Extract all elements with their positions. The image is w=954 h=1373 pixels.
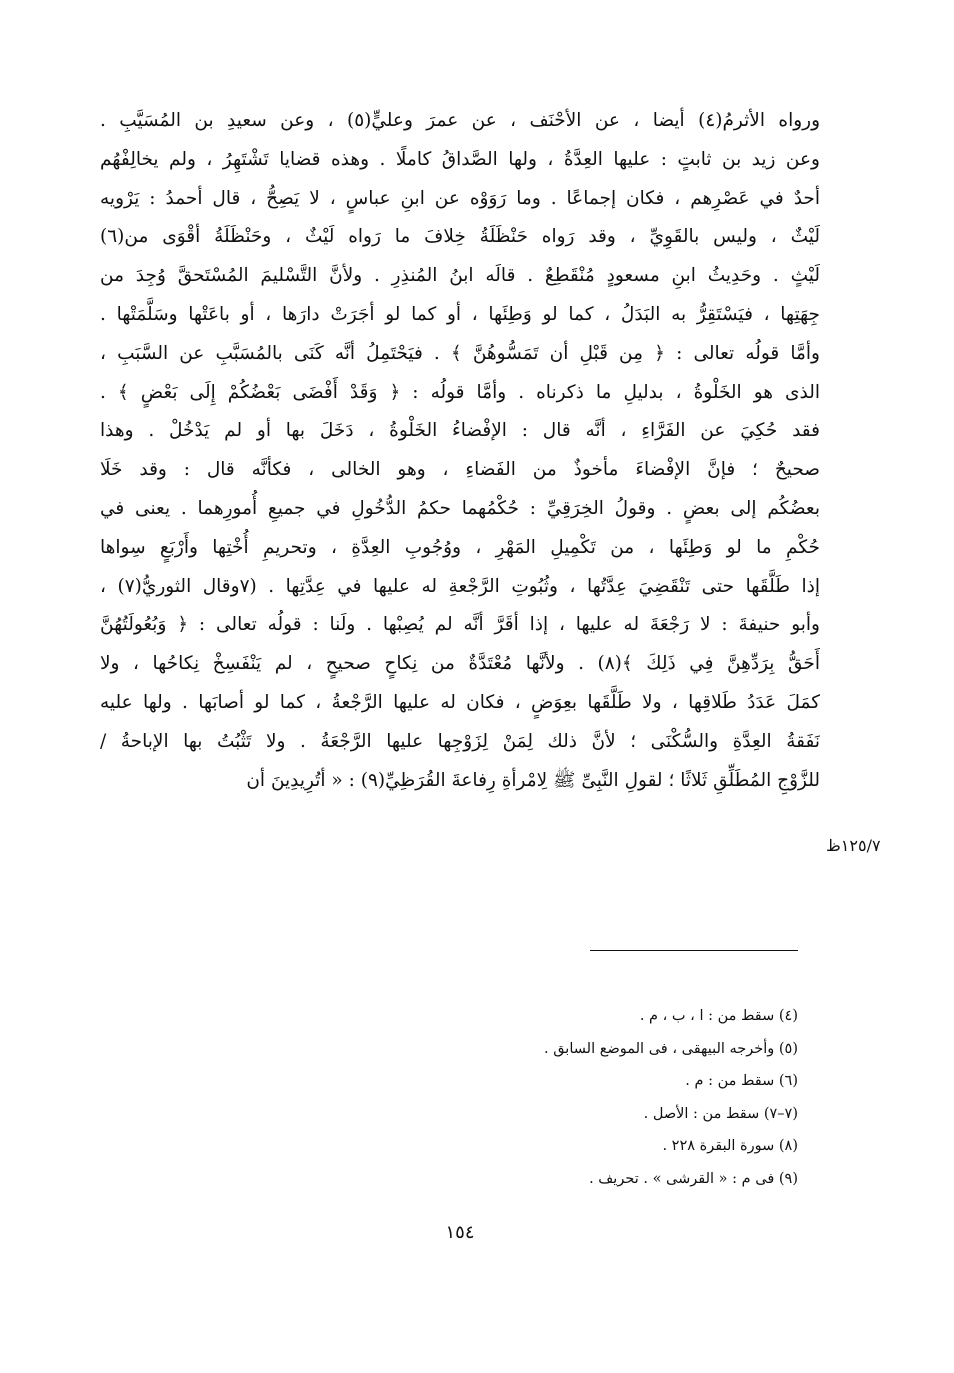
main-text xyxy=(100,102,820,800)
text-line: صحيحٌ ؛ فإنَّ الإفْضاءَ مأخوذٌ من الفَضاءِ ، وهو الخالى ، فكأنَّه قال : وقد خَلَا xyxy=(100,459,820,481)
text-line: وأمَّا قولُه تعالى : ﴿ مِن قَبْلِ أن تَمَسُّوهُنَّ ﴾ . فيَحْتَمِلُ أنَّه كَنَى بالمُسَبَّبِ عن السَّبَبِ ، xyxy=(100,342,820,364)
text-line: أحدٌ في عَصْرِهم ، فكان إجماعًا . وما رَوَوْه عن ابنِ عباسٍ ، لا يَصِحُّ ، قال أحمدُ : يَرْويه xyxy=(100,187,820,209)
text-line: وعن زيد بن ثابتٍ : عليها العِدَّةُ ، ولها الصَّداقُ كاملًا . وهذه قضايا تَشْتَهِرُ ، ولم يخالِفْهُم xyxy=(100,148,820,170)
text-line: أَحَقُّ بِرَدِّهِنَّ فِي ذَلِكَ ﴾(٨) . ولأنَّها مُعْتَدَّةٌ من نِكاحٍ صحيحٍ ، لم يَنْفَسِخْ نِكاحُها ، ولا xyxy=(100,653,820,675)
margin-folio-note: ١٢٥/٧ظ xyxy=(826,836,881,855)
text-line: لَيْثٍ . وحَدِيثُ ابنِ مسعودٍ مُنْقَطِعٌ . قالَه ابنُ المُنذِرِ . ولأنَّ التَّسْليمَ المُسْتَحقَّ وُجِدَ من xyxy=(100,265,820,287)
text-line: كمَلَ عَدَدُ طَلاقِها ، ولا طَلَّقَها بعِوَضٍ ، فكان له عليها الرَّجْعةُ ، كما لو أصابَها . ولها عليه xyxy=(100,691,820,713)
text-line: فقد حُكِيَ عن الفَرَّاءِ ، أنَّه قال : الإفْضاءُ الخَلْوةُ ، دَخَلَ بها أو لم يَدْخُلْ . وهذا xyxy=(100,420,820,442)
text-line: جِهَتِها ، فيَسْتَقِرُّ به البَدَلُ ، كما لو وَطِئَها ، أو كما لو أجَرَتْ دارَها ، أو باعَتْها وسَلَّمَتْها . xyxy=(100,303,820,325)
footnote-separator xyxy=(590,950,798,951)
footnotes xyxy=(300,1000,798,1195)
footnote: (٥) وأخرجه البيهقى ، فى الموضع السابق . xyxy=(543,1040,798,1057)
text-line: إذا طَلَّقَها حتى تَنْقَضِيَ عِدَّتُها ، وثُبُوتِ الرَّجْعةِ له عليها في عِدَّتِها . (٧وقال الثوريُّ(٧) ، xyxy=(100,575,820,597)
text-line: ورواه الأثرمُ(٤) أيضا ، عن الأحْنَف ، عن عمرَ وعليٍّ(٥) ، وعن سعيدِ بن المُسَيَّبِ . xyxy=(100,110,820,131)
page-number: ١٥٤ xyxy=(445,1222,475,1243)
text-line: لَيْثٌ ، وليس بالقَوِيِّ ، وقد رَواه حَنْظَلَةُ خِلافَ ما رَواه لَيْثٌ ، وحَنْظَلَةُ أقْوَى من(٦) xyxy=(100,226,820,248)
footnote: (٩) فى م : « القرشى » . تحريف . xyxy=(589,1170,798,1187)
text-line: حُكْمِ ما لو وَطِئَها ، من تَكْمِيلِ المَهْرِ ، ووُجُوبِ العِدَّةِ ، وتحريمِ أُخْتِها وأَرْبَعٍ سِواها xyxy=(100,536,820,558)
text-line: للزَّوْجِ المُطَلِّقِ ثَلاثًا ؛ لقولِ النَّبِىِّ ﷺ لِامْرأةِ رِفاعةَ القُرَظِيِّ(٩) : « أتُرِيدِينَ أن xyxy=(246,769,820,791)
footnote: (٨) سورة البقرة ٢٢٨ . xyxy=(662,1138,798,1154)
text-line: بعضُكُم إلى بعضٍ . وقولُ الخِرَقِيِّ : حُكْمُهما حكمُ الدُّخُولِ في جميعِ أُمورِهما . يعنى في xyxy=(100,497,820,519)
text-line: نَفَقةُ العِدَّةِ والسُّكْنَى ؛ لأنَّ ذلك لِمَنْ لِزَوْجِها عليها الرَّجْعَةُ . ولا تَثْبُتُ بها الإباحةُ / xyxy=(100,730,820,752)
footnote: (٤) سقط من : ا ، ب ، م . xyxy=(639,1008,798,1024)
text-line: وأبو حنيفةَ : لا رَجْعَةَ له عليها ، إذا أقَرَّ أنَّه لم يُصِبْها . ولَنا : قولُه تعالى : ﴿ وَبُعُولَتُهُنَّ xyxy=(100,614,820,636)
footnote: (٧–٧) سقط من : الأصل . xyxy=(643,1105,798,1122)
text-line: الذى هو الخَلْوةُ ، بدليلِ ما ذكرناه . وأمَّا قولُه : ﴿ وَقَدْ أَفْضَى بَعْضُكُمْ إِلَى بَعْضٍ ﴾ . xyxy=(100,381,820,403)
footnote: (٦) سقط من : م . xyxy=(685,1073,798,1089)
